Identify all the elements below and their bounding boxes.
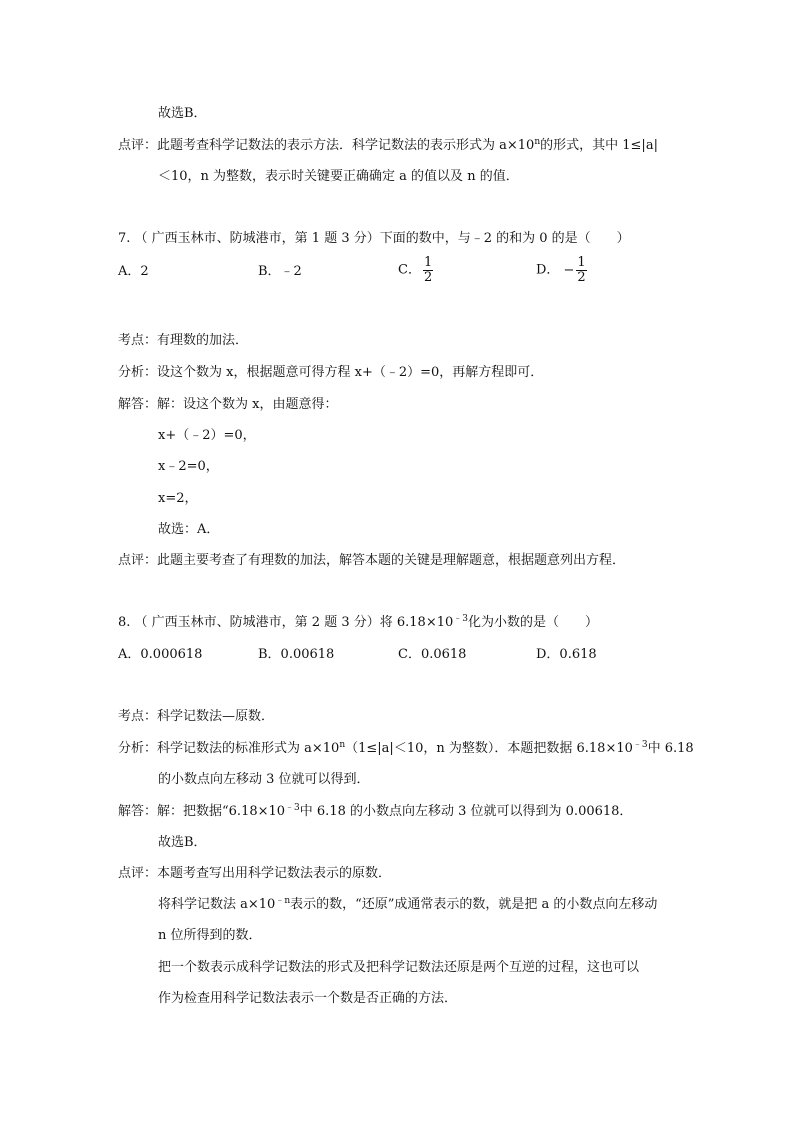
fraction-numerator: 1 — [423, 255, 433, 270]
q8-stem-exponent: ﹣3 — [453, 614, 468, 624]
q7-option-b-text: B．﹣2 — [258, 264, 302, 279]
q7-option-b — [258, 263, 302, 281]
dianping-text: 此题主要考查了有理数的加法，解答本题的关键是理解题意，根据题意列出方程． — [157, 553, 626, 568]
q7-option-c-label: C． — [398, 262, 421, 278]
q8-fenxi-1 — [118, 740, 694, 758]
fraction-denominator: 2 — [423, 270, 433, 285]
q8-stem-post: 化为小数的是（ ） — [468, 615, 599, 630]
q8-jieda — [118, 803, 632, 821]
q7-dianping — [118, 552, 625, 570]
jieda-text-pre: 解：把数据“6.18×10 — [157, 804, 286, 819]
kaodian-text: 有理数的加法． — [157, 333, 249, 348]
q8-dianping-3 — [158, 927, 262, 945]
q8-option-c — [398, 646, 466, 664]
dianping-label: 点评： — [118, 553, 158, 568]
q8-fenxi-2 — [158, 771, 370, 789]
dianping-text-3: n 位所得到的数． — [158, 928, 262, 943]
fenxi-text-post: 中 6.18 — [647, 741, 694, 756]
step-text: x=2， — [158, 491, 198, 506]
comment-line-2 — [158, 168, 519, 186]
fenxi-text-2: 的小数点向左移动 3 位就可以得到． — [158, 772, 370, 787]
comment-text-post: 的形式，其中 1≤|a| — [540, 138, 658, 153]
dianping-text-2-pre: 将科学记数法 a×10 — [158, 897, 276, 912]
q7-kaodian — [118, 332, 248, 350]
comment-exponent: n — [534, 137, 541, 147]
q8-dianping-4 — [158, 959, 639, 977]
answer-text: 故选B． — [158, 106, 207, 121]
q8-dianping-5 — [158, 990, 457, 1008]
fraction-numerator: 1 — [577, 255, 586, 270]
q8-option-a — [118, 646, 202, 664]
dianping-text-1: 本题考查写出用科学记数法表示的原数． — [157, 866, 392, 881]
q8-option-a-text: A．0.000618 — [118, 647, 203, 662]
kaodian-label: 考点： — [118, 709, 158, 724]
q8-option-d-text: D．0.618 — [536, 647, 597, 662]
step-text: x﹣2=0， — [158, 459, 219, 474]
dianping-label: 点评： — [118, 866, 158, 881]
dianping-text-5: 作为检查用科学记数法表示一个数是否正确的方法． — [158, 991, 458, 1006]
jieda-label: 解答： — [118, 397, 158, 412]
answer-text: 故选：A． — [158, 522, 220, 537]
q8-dianping-2 — [158, 896, 657, 914]
step-text: x+（﹣2）=0， — [158, 428, 256, 443]
q7-fenxi — [118, 364, 543, 382]
q7-option-c — [398, 256, 433, 285]
dianping-text-2-post: 表示的数，“还原”成通常表示的数，就是把 a 的小数点向左移动 — [290, 897, 658, 912]
q8-option-c-text: C．0.0618 — [398, 647, 467, 662]
q7-option-c-fraction — [423, 256, 433, 285]
fenxi-label: 分析： — [118, 365, 158, 380]
fenxi-label: 分析： — [118, 741, 158, 756]
q7-option-a — [118, 263, 149, 281]
jieda-text: 解：设这个数为 x，由题意得： — [157, 397, 338, 412]
fenxi-exponent-minus3: ﹣3 — [632, 740, 648, 750]
fenxi-exponent-n: n — [339, 740, 346, 750]
q7-stem — [118, 230, 630, 248]
negative-sign: − — [563, 262, 575, 278]
q7-option-d-fraction — [576, 256, 586, 285]
q7-step-3 — [158, 490, 198, 508]
jieda-label: 解答： — [118, 804, 158, 819]
q7-stem-text: 7. （ 广西玉林市、防城港市，第 1 题 3 分）下面的数中，与﹣2 的和为 0 的是（ ） — [118, 231, 630, 246]
q8-option-d — [536, 646, 597, 664]
q7-option-d-label: D． — [536, 262, 560, 278]
fenxi-text: 设这个数为 x，根据题意可得方程 x+（﹣2）=0，再解方程即可． — [157, 365, 544, 380]
q8-option-b — [258, 646, 334, 664]
q8-stem-pre: 8. （ 广西玉林市、防城港市，第 2 题 3 分）将 6.18×10 — [118, 615, 454, 630]
kaodian-text: 科学记数法—原数． — [157, 709, 275, 724]
comment-line-1 — [118, 137, 658, 155]
q7-option-a-text: A．2 — [118, 264, 149, 279]
jieda-exponent: ﹣3 — [285, 803, 300, 813]
fenxi-text-mid: （1≤|a|＜10，n 为整数）．本题把数据 6.18×10 — [345, 741, 633, 756]
kaodian-label: 考点： — [118, 333, 158, 348]
q8-dianping-1 — [118, 865, 391, 883]
dianping-exponent: ﹣n — [275, 896, 291, 906]
q7-jieda — [118, 396, 337, 414]
q7-step-1 — [158, 427, 256, 445]
comment-label: 点评： — [118, 138, 158, 153]
q7-answer — [158, 521, 219, 539]
fraction-denominator: 2 — [577, 270, 586, 285]
q7-option-d — [536, 256, 587, 285]
answer-text: 故选B． — [158, 835, 207, 850]
fenxi-text-pre: 科学记数法的标准形式为 a×10 — [157, 741, 340, 756]
q8-answer — [158, 834, 207, 852]
answer-line — [158, 105, 207, 123]
q8-option-b-text: B．0.00618 — [258, 647, 335, 662]
jieda-text-post: 中 6.18 的小数点向左移动 3 位就可以得到为 0.00618． — [299, 804, 633, 819]
dianping-text-4: 把一个数表示成科学记数法的形式及把科学记数法还原是两个互逆的过程，这也可以 — [158, 960, 640, 975]
q7-step-2 — [158, 458, 219, 476]
comment-text-pre: 此题考查科学记数法的表示方法．科学记数法的表示形式为 a×10 — [157, 138, 535, 153]
q8-stem — [118, 614, 598, 632]
comment-text-2: ＜10，n 为整数，表示时关键要正确确定 a 的值以及 n 的值． — [158, 169, 519, 184]
q8-kaodian — [118, 708, 274, 726]
